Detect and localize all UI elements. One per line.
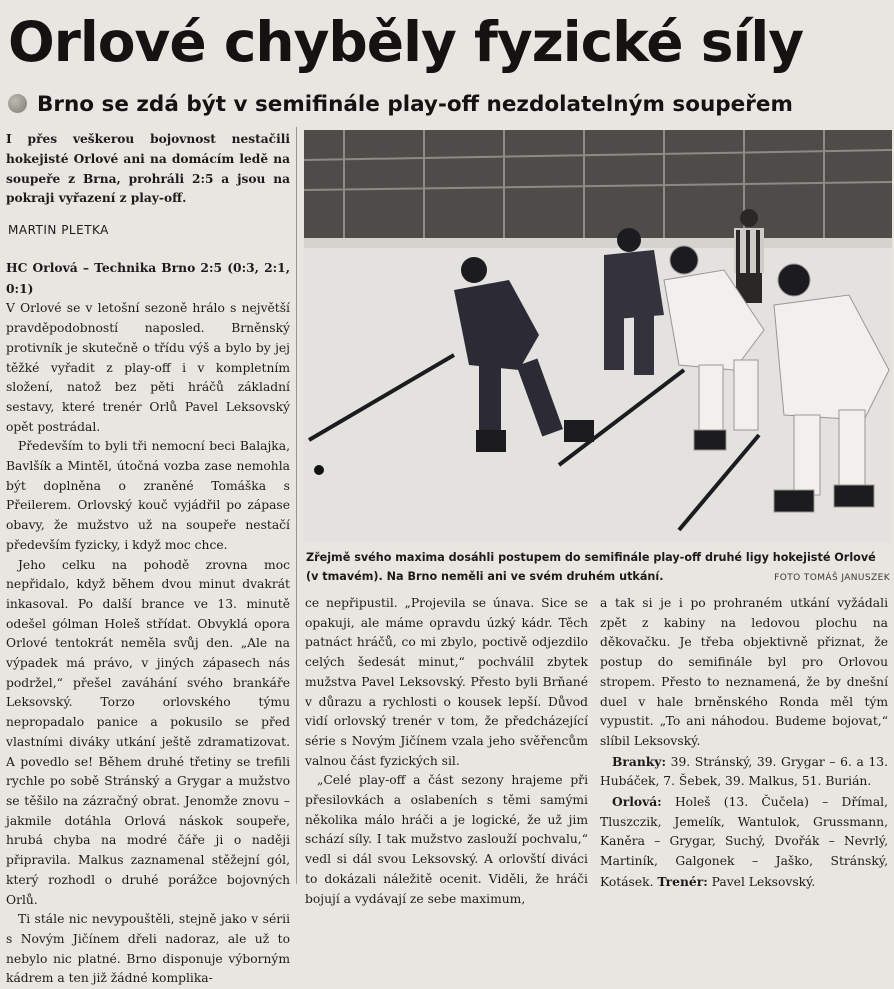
hockey-photo (304, 130, 892, 543)
lead-paragraph: I přes veškerou bojovnost nestačili hokejisté Orlové ani na domácím ledě na soupeře z Brna, prohráli 2:5 a jsou na pokraji vyřazení z play-off. (6, 132, 290, 206)
paragraph-5: ce nepřipustil. „Projevila se únava. Sice se opakuji, ale máme opravdu úzký kádr. Těch patnáct hráčů, co mi zbylo, poctivě odjezdilo celých šedesát minut,“ pochválil zbytek mužstva Pavel Leksovský. Přesto byli Brňané v důrazu a rychlosti o kousek lepší. Důvod vidí orlovský trenér v tom, že předcházející série s Novým Jičínem vzala jeho svěřencům valnou část fyzických sil. (305, 596, 588, 768)
lineup-block (600, 792, 888, 893)
photo-credit: FOTO TOMÁŠ JANUSZEK (774, 573, 890, 583)
paragraph-2: Především to byli tři nemocní beci Balajka, Bavlšík a Mintěl, útočná vozba zase nemohla být doplněna o zraněné Tomáška s Přeilerem. Orlovský kouč vyjádřil po zápase obavy, že mužstvo už na soupeře nestačí především fyzicky, i když moc chce. (6, 439, 290, 552)
scoring-text: 39. Stránský, 39. Grygar – 6. a 13. Hubáček, 7. Šebek, 39. Malkus, 51. Burián. (600, 754, 888, 789)
coach-text: Pavel Leksovský. (711, 874, 816, 889)
paragraph-1: V Orlové se v letošní sezoně hrálo s největší pravděpodobností naposled. Brněnský protivník je skutečně o třídu výš a bylo by jej těžké vyřadit z play-off i v kompletním složení, natož bez pěti hráčů základní sestavy, které trenér Orlů Pavel Leksovský opět postrádal. (6, 301, 290, 434)
paragraph-6: „Celé play-off a část sezony hrajeme při přesilovkách a oslabeních s těmi samými několika málo hráči a je logické, že už jim schází síly. I tak mužstvo zaslouží pochvalu,“ vedl si dál svou Leksovský. A orlovští diváci to dokázali náležitě ocenit. Viděli, že hráči bojují a vydávají ze sebe maximum, (305, 773, 588, 906)
photo-caption-text: Zřejmě svého maxima dosáhli postupem do semifinále play-off druhé ligy hokejisté Orlové (v tmavém). Na Brno neměli ani ve svém druhém utkání. (306, 551, 876, 583)
bullet-icon (8, 94, 27, 113)
scoring-block (600, 752, 888, 792)
hockey-scene-image (304, 130, 892, 543)
column-divider (296, 127, 297, 884)
result-line: HC Orlová – Technika Brno 2:5 (0:3, 2:1, 0:1) (6, 260, 290, 296)
paragraph-3: Jeho celku na pohodě zrovna moc nepřidalo, když během dvou minut dvakrát inkasoval. Po další brance ve 13. minutě odešel gólman Holeš střídat. Obvyklá opora Orlové tentokrát neměla svůj den. „Ale na výpadek má právo, v jiných zápasech nás podržel,“ přešel zaváhání svého brankáře Leksovský. Torzo orlovského týmu nepropadalo panice a pokusilo se před vlastními diváky utkání ještě zdramatizovat. A povedlo se! Během druhé třetiny se trefili rychle po sobě Stránský a Grygar a mužstvo se těšilo na zázračný obrat. Jenomže znovu – jakmile dotáhla Orlová náskok soupeře, hrubá chyba na modré čáře ji o naději připravila. Malkus zaznamenal stěžejní gól, který rozhodl o druhé porážce bojovných Orlů. (6, 557, 290, 907)
paragraph-7: a tak si je i po prohraném utkání vyžádali zpět z kabiny na ledovou plochu na děkovačku. Je třeba objektivně přiznat, že postup do semifinále byl pro Orlovou stropem. Přesto to neznamená, že by dnešní duel v hale brněnského Ronda měl tým vypustit. „To ani náhodou. Budeme bojovat,“ slíbil Leksovský. (600, 596, 888, 748)
scoring-label: Branky: (612, 753, 666, 769)
article-column-1 (6, 258, 290, 989)
article-column-2 (305, 594, 588, 909)
coach-label: Trenér: (657, 873, 708, 889)
paragraph-4: Ti stále nic nevypouštěli, stejně jako v sérii s Novým Jičínem dřeli nadoraz, ale už to nebylo nic platné. Brno disponuje výborným kádrem a ten již žádné komplika- (6, 912, 290, 986)
subheadline (8, 88, 888, 122)
author-byline: MARTIN PLETKA (8, 223, 109, 237)
headline: Orlové chyběly fyzické síly (8, 10, 804, 74)
photo-caption (306, 548, 890, 588)
lineup-text: Holeš (13. Čučela) – Dřímal, Tluszczik, Jemelík, Wantulok, Grussmann, Kaněra – Grygar, Suchý, Dvořák – Nevrlý, Martiník, Galgonek – Jaško, Stránský, Kotásek. (600, 795, 888, 889)
article-column-3 (600, 594, 888, 893)
subheadline-text: Brno se zdá být v semifinále play-off nezdolatelným soupeřem (37, 92, 793, 117)
lineup-label: Orlová: (612, 794, 662, 810)
